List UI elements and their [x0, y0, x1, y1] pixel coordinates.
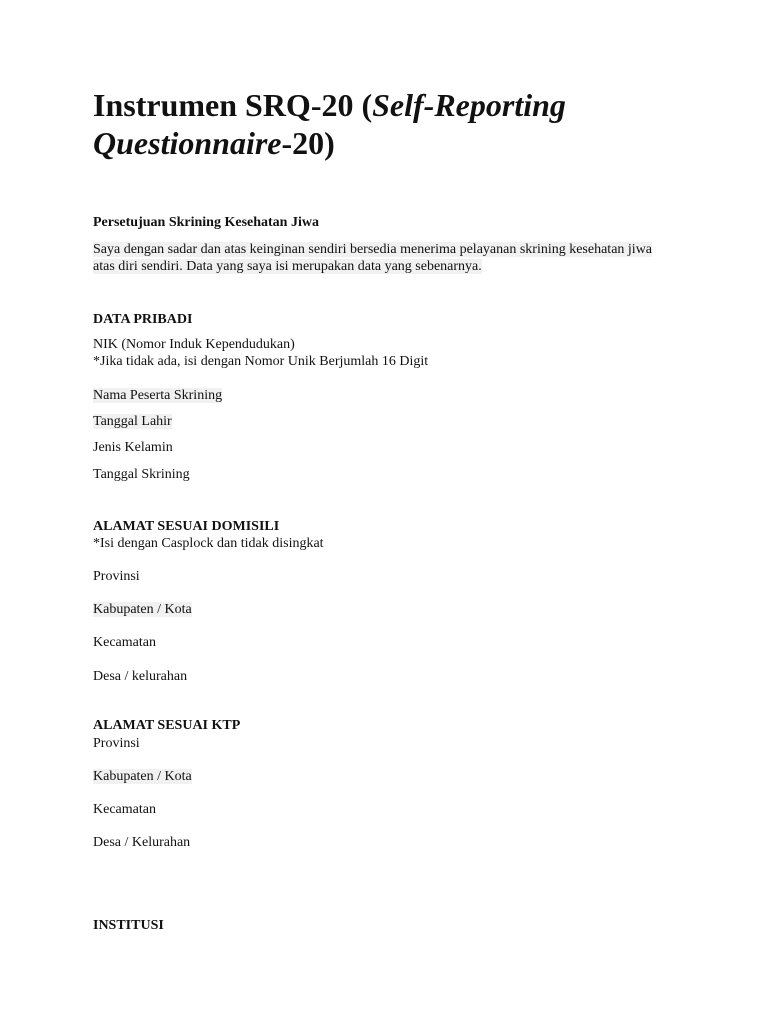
- domicile-province-label: Provinsi: [93, 569, 140, 584]
- domicile-regency-row: [93, 601, 192, 618]
- consent-text-1: Saya dengan sadar dan atas keinginan sendiri bersedia menerima pelayanan skrining kesehatan jiwa: [93, 242, 653, 257]
- field-gender-label: Jenis Kelamin: [93, 440, 173, 455]
- nik-label: NIK (Nomor Induk Kependudukan): [93, 337, 295, 352]
- page-title: [93, 86, 713, 162]
- consent-text-line-2: [93, 258, 482, 275]
- title-prefix: Instrumen SRQ-20 (: [93, 87, 373, 123]
- field-name-row: [93, 387, 222, 404]
- ktp-village-label: Desa / Kelurahan: [93, 835, 191, 850]
- personal-data-heading: DATA PRIBADI: [93, 312, 193, 327]
- consent-heading: Persetujuan Skrining Kesehatan Jiwa: [93, 215, 319, 230]
- ktp-heading: ALAMAT SESUAI KTP: [93, 718, 241, 733]
- nik-note: *Jika tidak ada, isi dengan Nomor Unik Berjumlah 16 Digit: [93, 354, 429, 369]
- title-suffix: -20): [281, 125, 335, 161]
- domicile-district-label: Kecamatan: [93, 635, 156, 650]
- ktp-district-label: Kecamatan: [93, 802, 156, 817]
- title-italic: Self-Reporting Questionnaire: [93, 87, 566, 161]
- institution-heading: INSTITUSI: [93, 918, 164, 933]
- consent-text-line-1: [93, 241, 652, 258]
- field-dob-label: Tanggal Lahir: [93, 414, 172, 429]
- domicile-note: *Isi dengan Casplock dan tidak disingkat: [93, 536, 324, 551]
- ktp-regency-row: [93, 768, 192, 785]
- ktp-regency-label: Kabupaten / Kota: [93, 769, 192, 784]
- domicile-village-label: Desa / kelurahan: [93, 669, 188, 684]
- field-dob-row: [93, 413, 172, 430]
- field-screening-date-label: Tanggal Skrining: [93, 467, 190, 482]
- ktp-province-label: Provinsi: [93, 736, 140, 751]
- domicile-regency-label: Kabupaten / Kota: [93, 602, 192, 617]
- consent-text-2: atas diri sendiri. Data yang saya isi merupakan data yang sebenarnya.: [93, 259, 482, 274]
- field-name-label: Nama Peserta Skrining: [93, 388, 223, 403]
- domicile-heading: ALAMAT SESUAI DOMISILI: [93, 519, 280, 534]
